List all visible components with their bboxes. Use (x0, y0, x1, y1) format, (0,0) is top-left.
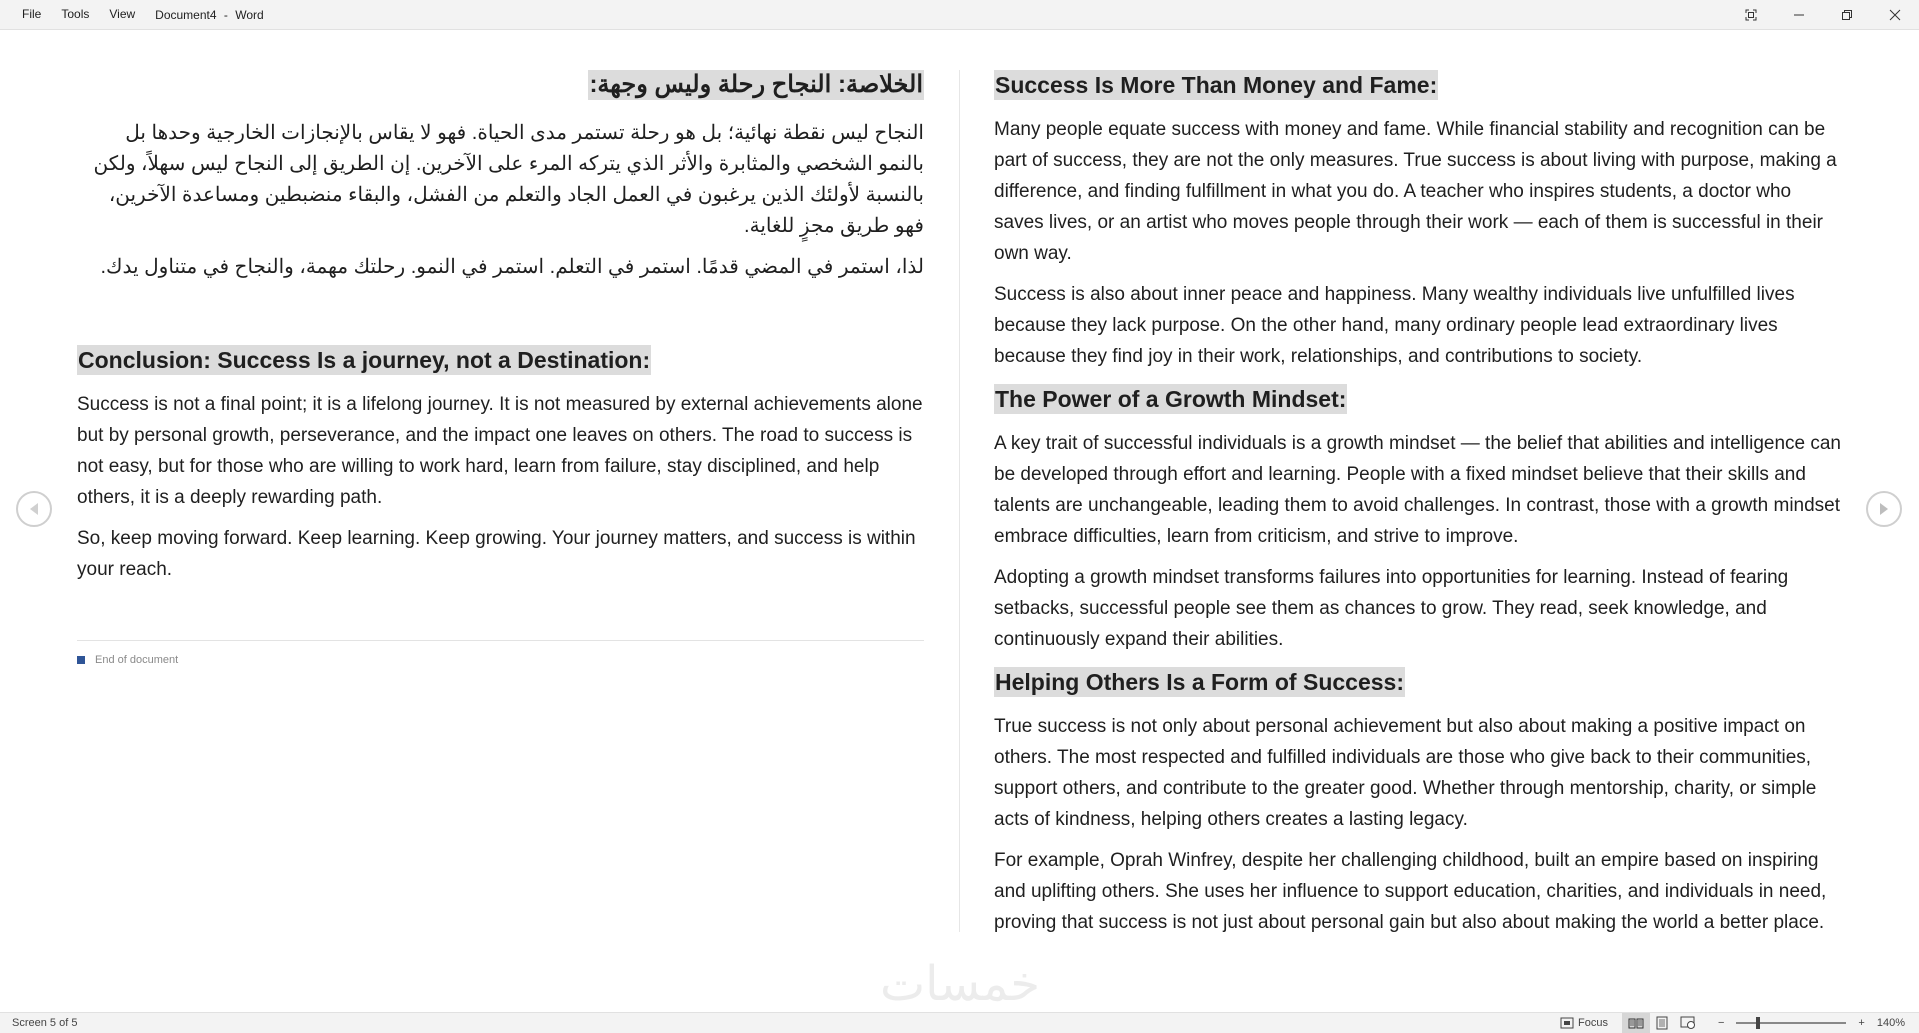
close-icon (1889, 9, 1901, 21)
zoom-slider-thumb[interactable] (1756, 1017, 1760, 1029)
section-heading-money-fame: Success Is More Than Money and Fame: (995, 72, 1438, 98)
paragraph-growth-mindset-2: Adopting a growth mindset transforms failures into opportunities for learning. Instead of fearing setbacks, successful people see them as chances to grow. They read, seek knowledge, and continuously expand their abilities. (994, 567, 1789, 650)
paragraph-money-fame-1: Many people equate success with money and fame. While financial stability and recognition can be part of success, they are not the only measures. True success is about living with purpose, making a difference, and finding fulfillment in what you do. A teacher who inspires students, a doctor who saves lives, or an artist who moves people through their work — each of them is successful in their own way. (994, 119, 1837, 264)
arabic-paragraph-2: لذا، استمر في المضي قدمًا. استمر في التعلم. استمر في النمو. رحلتك مهمة، والنجاح في متناول يدك. (100, 256, 924, 278)
end-of-document (77, 640, 924, 666)
arabic-paragraph-1: النجاح ليس نقطة نهائية؛ بل هو رحلة تستمر مدى الحياة. فهو لا يقاس بالإنجازات الخارجية وحدها بل بالنمو الشخصي والمثابرة والأثر الذي يتركه المرء على الآخرين. إن الطريق إلى النجاح ليس سهلاً، ولكن بالنسبة لأولئك الذين يرغبون في العمل الجاد والتعلم من الفشل، والبقاء منضبطين ومساعدة الآخرين، فهو طريق مجزٍ للغاية. (93, 122, 924, 237)
status-bar-controls (1554, 1013, 1911, 1033)
end-marker-icon (77, 656, 85, 664)
close-button[interactable] (1871, 0, 1919, 29)
menu-tools[interactable]: Tools (61, 7, 90, 21)
focus-label: Focus (1578, 1017, 1608, 1029)
paragraph-helping-others-2: For example, Oprah Winfrey, despite her challenging childhood, built an empire based on inspiring and uplifting others. She uses her influence to support education, charities, and individuals in need, proving that success is not just about personal gain but also about making the world a better place. (994, 850, 1827, 933)
conclusion-paragraph-2: So, keep moving forward. Keep learning. Keep growing. Your journey matters, and success is within your reach. (77, 528, 916, 580)
zoom-slider[interactable] (1736, 1022, 1846, 1024)
zoom-out-button[interactable]: − (1717, 1017, 1725, 1029)
print-layout-icon (1656, 1016, 1668, 1030)
end-of-document-label: End of document (95, 654, 179, 666)
next-screen-button[interactable] (1866, 491, 1902, 527)
screen-indicator: Screen 5 of 5 (12, 1017, 78, 1029)
app-name: Word (235, 7, 264, 22)
window-title (155, 8, 264, 22)
triangle-right-icon (1878, 502, 1890, 516)
restore-button[interactable] (1823, 0, 1871, 29)
paragraph-helping-others-1: True success is not only about personal achievement but also about making a positive impact on others. The most respected and fulfilled individuals are those who give back to their communities, support others, and contribute to the greater good. Whether through mentorship, charity, or simple acts of kindness, helping others creates a lasting legacy. (994, 716, 1817, 830)
triangle-left-icon (28, 502, 40, 516)
page-divider (959, 70, 960, 932)
document-name: Document4 (155, 7, 217, 22)
print-layout-button[interactable] (1650, 1013, 1674, 1033)
zoom-in-button[interactable]: + (1858, 1017, 1865, 1029)
fullscreen-icon (1745, 9, 1757, 21)
paragraph-growth-mindset-1: A key trait of successful individuals is a growth mindset — the belief that abilities and intelligence can be developed through effort and learning. People with a fixed mindset believe that their skills and talents are unchangeable, leading them to avoid challenges. In contrast, those with a growth mindset embrace difficulties, learn from criticism, and strive to improve. (994, 433, 1842, 547)
title-bar (0, 0, 1919, 30)
section-heading-helping-others: Helping Others Is a Form of Success: (995, 669, 1404, 695)
arabic-heading: الخلاصة: النجاح رحلة وليس وجهة: (589, 71, 923, 98)
read-mode-icon (1628, 1017, 1644, 1029)
focus-icon (1560, 1017, 1574, 1029)
menu-file[interactable]: File (22, 7, 42, 21)
minimize-button[interactable] (1775, 0, 1823, 29)
status-bar (0, 1012, 1919, 1033)
web-layout-button[interactable] (1674, 1013, 1702, 1033)
title-separator: - (223, 7, 228, 22)
conclusion-paragraph-1: Success is not a final point; it is a lifelong journey. It is not measured by external achievements alone but by personal growth, perseverance, and the impact one leaves on others. The road to success is not easy, but for those who are willing to work hard, learn from failure, stay disciplined, and help others, it is a deeply rewarding path. (77, 394, 923, 508)
fullscreen-button[interactable] (1727, 0, 1775, 29)
zoom-level[interactable]: 140% (1876, 1017, 1905, 1029)
previous-screen-button[interactable] (16, 491, 52, 527)
restore-icon (1841, 9, 1853, 21)
paragraph-money-fame-2: Success is also about inner peace and happiness. Many wealthy individuals live unfulfilled lives because they lack purpose. On the other hand, many ordinary people lead extraordinary lives because they find joy in their work, relationships, and contributions to society. (994, 284, 1795, 367)
menu-view[interactable]: View (109, 7, 136, 21)
watermark-logo: خمسات (879, 956, 1041, 1012)
left-page (77, 70, 924, 585)
section-heading-growth-mindset: The Power of a Growth Mindset: (995, 386, 1347, 412)
focus-button[interactable] (1554, 1013, 1614, 1033)
right-page (994, 70, 1842, 938)
conclusion-heading: Conclusion: Success Is a journey, not a Destination: (78, 347, 651, 373)
window-controls (1727, 0, 1919, 29)
read-mode-button[interactable] (1622, 1013, 1650, 1033)
web-layout-icon (1680, 1016, 1696, 1030)
minimize-icon (1793, 9, 1805, 21)
